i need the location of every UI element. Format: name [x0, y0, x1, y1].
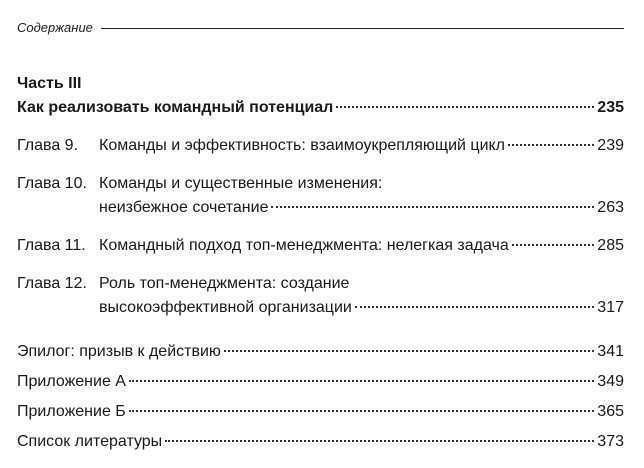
chapter-label: Глава 10. [17, 175, 87, 192]
dot-leader [508, 144, 594, 146]
chapter-title-line-2: высокоэффективной организации [99, 299, 352, 316]
toc-entry-chapter-12[interactable] [17, 272, 624, 296]
toc-entry-bibliography[interactable] [17, 430, 624, 454]
entry-title: Приложение А [17, 373, 126, 390]
page-number: 349 [597, 373, 624, 390]
entry-title: Эпилог: призыв к действию [17, 343, 221, 360]
chapter-title: Командный подход топ-менеджмента: нелегкая задача [99, 237, 509, 254]
page-number: 235 [597, 99, 624, 116]
toc-entry-epilogue[interactable] [17, 340, 624, 364]
toc-entry-chapter-10-cont[interactable] [17, 196, 624, 220]
running-header [17, 17, 624, 37]
chapter-title-line-2: неизбежное сочетание [99, 199, 269, 216]
page-number: 341 [597, 343, 624, 360]
part-label-line [17, 72, 624, 96]
running-header-title: Содержание [17, 19, 93, 35]
chapter-title-line-1: Команды и существенные изменения: [99, 175, 383, 192]
part-label: Часть III [17, 75, 82, 92]
dot-leader [224, 350, 594, 352]
entry-title: Приложение Б [17, 403, 126, 420]
page-number: 285 [597, 237, 624, 254]
toc-entry-chapter-10[interactable] [17, 172, 624, 196]
toc-entry-appendix-b[interactable] [17, 400, 624, 424]
page-number: 317 [597, 299, 624, 316]
chapter-title: Команды и эффективность: взаимоукрепляющий цикл [99, 137, 506, 154]
dot-leader [129, 380, 594, 382]
page-number: 373 [597, 433, 624, 450]
dot-leader [129, 410, 595, 412]
part-title-entry[interactable] [17, 96, 624, 120]
dot-leader [271, 206, 594, 208]
dot-leader [512, 244, 595, 246]
page-number: 263 [597, 199, 624, 216]
page-number: 365 [597, 403, 624, 420]
chapter-label: Глава 9. [17, 137, 79, 154]
chapter-title-line-1: Роль топ-менеджмента: создание [99, 275, 350, 292]
header-rule [101, 28, 624, 29]
entry-title: Список литературы [17, 433, 163, 450]
toc-entry-chapter-11[interactable] [17, 234, 624, 258]
chapter-label: Глава 11. [17, 237, 86, 254]
dot-leader [336, 106, 594, 108]
toc-entry-chapter-9[interactable] [17, 134, 624, 158]
toc-entry-appendix-a[interactable] [17, 370, 624, 394]
part-title: Как реализовать командный потенциал [17, 99, 334, 116]
toc-entry-chapter-12-cont[interactable] [17, 296, 624, 320]
dot-leader [355, 306, 594, 308]
dot-leader [165, 440, 594, 442]
page-number: 239 [597, 137, 624, 154]
chapter-label: Глава 12. [17, 275, 87, 292]
